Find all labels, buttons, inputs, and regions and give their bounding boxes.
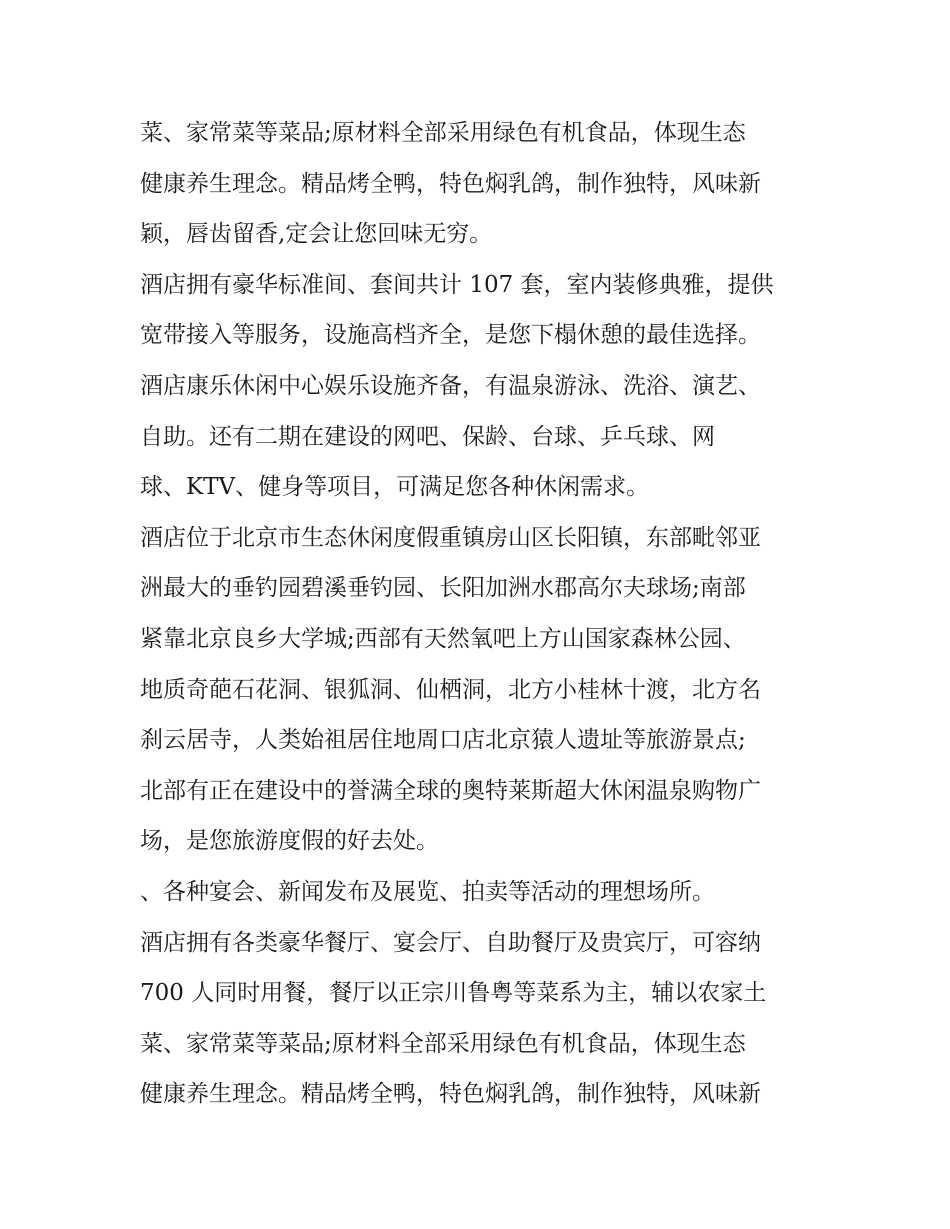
text-line: 菜、家常菜等菜品;原材料全部采用绿色有机食品，体现生态 [140,1030,746,1057]
body-text [140,108,830,1120]
text-line: 、各种宴会、新闻发布及展览、拍卖等活动的理想场所。 [140,878,715,905]
text-line: 700 人同时用餐，餐厅以正宗川鲁粤等菜系为主，辅以农家土 [140,980,767,1007]
text-line: 宽带接入等服务，设施高档齐全，是您下榻休憩的最佳选择。 [140,322,761,349]
text-line: 洲最大的垂钓园碧溪垂钓园、长阳加洲水郡高尔夫球场;南部 [140,575,746,602]
text-line: 场，是您旅游度假的好去处。 [140,828,439,855]
text-line: 酒店康乐休闲中心娱乐设施齐备，有温泉游泳、洗浴、演艺、 [140,372,761,399]
text-line: 颖，唇齿留香,定会让您回味无穷。 [140,221,493,248]
text-line: 酒店位于北京市生态休闲度假重镇房山区长阳镇，东部毗邻亚 [140,524,761,551]
text-line: 地质奇葩石花洞、银狐洞、仙栖洞，北方小桂林十渡，北方名 [140,676,761,703]
text-line: 刹云居寺，人类始祖居住地周口店北京猿人遗址等旅游景点; [140,727,746,754]
text-line: 紧靠北京良乡大学城;西部有天然氧吧上方山国家森林公园、 [140,625,746,652]
text-line: 自助。还有二期在建设的网吧、保龄、台球、乒乓球、网 [140,423,715,450]
text-line: 北部有正在建设中的誉满全球的奥特莱斯超大休闲温泉购物广 [140,777,761,804]
text-line: 球、KTV、健身等项目，可满足您各种休闲需求。 [140,474,650,501]
text-line: 菜、家常菜等菜品;原材料全部采用绿色有机食品，体现生态 [140,120,746,146]
text-line: 酒店拥有豪华标准间、套间共计 107 套，室内装修典雅，提供 [140,271,774,298]
text-line: 酒店拥有各类豪华餐厅、宴会厅、自助餐厅及贵宾厅，可容纳 [140,929,761,956]
text-line: 健康养生理念。精品烤全鸭，特色焖乳鸽，制作独特，风味新 [140,170,761,197]
text-line: 健康养生理念。精品烤全鸭，特色焖乳鸽，制作独特，风味新 [140,1081,761,1108]
